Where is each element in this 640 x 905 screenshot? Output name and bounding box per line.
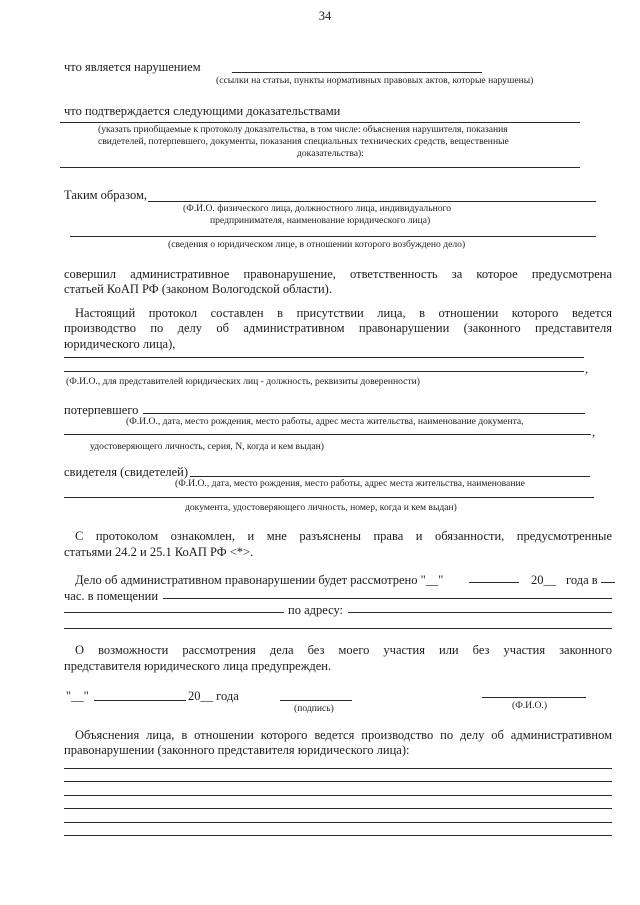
witnesses-hint-2: документа, удостоверяющего личность, номер, когда и кем выдан) [185, 502, 457, 513]
witnesses-line[interactable] [190, 476, 590, 477]
victim-label: потерпевшего [64, 403, 139, 417]
signature-date-line[interactable] [94, 700, 186, 701]
explanation-line-4[interactable] [64, 808, 612, 809]
signature-sign-label: (подпись) [294, 703, 334, 714]
victim-line-2[interactable] [64, 434, 591, 435]
committed-line-1: совершил административное правонарушение, ответственность за которое предусмотрена [64, 267, 612, 281]
violation-line[interactable] [232, 72, 482, 73]
case-year-suffix: года в [566, 573, 598, 587]
page-number: 34 [318, 9, 332, 23]
thus-label: Таким образом, [64, 188, 147, 202]
evidence-line-2[interactable] [60, 167, 580, 168]
thus-hint-1: (Ф.И.О. физического лица, должностного лица, индивидуального [183, 203, 452, 214]
evidence-hint-2: свидетелей, потерпевшего, документы, показания специальных технических средств, вещественные [98, 136, 509, 147]
signature-sign-line[interactable] [280, 700, 352, 701]
evidence-label: что подтверждается следующими доказательствами [64, 104, 341, 118]
violation-hint: (ссылки на статьи, пункты нормативных правовых актов, которые нарушены) [216, 75, 534, 86]
presence-line-1: Настоящий протокол составлен в присутствии лица, в отношении которого ведется [75, 306, 612, 320]
case-address-label: по адресу: [288, 603, 344, 617]
possibility-line-1: О возможности рассмотрения дела без моего участия или без участия законного [75, 643, 612, 657]
presence-line-3: юридического лица), [64, 337, 176, 351]
case-review-text: Дело об административном правонарушении будет рассмотрено "__" [75, 573, 444, 587]
witnesses-label: свидетеля (свидетелей) [64, 465, 189, 479]
presence-line-2: производство по делу об административном правонарушении (законного представителя [64, 321, 612, 335]
signature-year: 20__ года [188, 689, 239, 703]
explanation-line-6[interactable] [64, 835, 612, 836]
case-address-line-2[interactable] [64, 628, 612, 629]
victim-hint-1: (Ф.И.О., дата, место рождения, место работы, адрес места жительства, наименование документа, [126, 416, 524, 427]
thus-hint-2: предпринимателя, наименование юридического лица) [210, 215, 431, 226]
explanation-line-5[interactable] [64, 822, 612, 823]
case-room-label: час. в помещении [64, 589, 159, 603]
victim-hint-2: удостоверяющего личность, серия, N, когда и кем выдан) [90, 441, 325, 452]
possibility-line-2: представителя юридического лица предупрежден. [64, 659, 332, 673]
familiarized-line-2: статьями 24.2 и 25.1 КоАП РФ <*>. [64, 545, 254, 559]
victim-line[interactable] [143, 413, 585, 414]
committed-line-2: статьей КоАП РФ (законом Вологодской области). [64, 282, 332, 296]
victim-comma: , [592, 425, 596, 439]
case-date-month-line[interactable] [469, 582, 519, 583]
witnesses-line-2[interactable] [64, 497, 594, 498]
signature-fio-line[interactable] [482, 697, 586, 698]
witnesses-hint-1: (Ф.И.О., дата, место рождения, место работы, адрес места жительства, наименование [175, 478, 525, 489]
case-year: 20__ [531, 573, 556, 587]
presence-line-b[interactable] [64, 371, 584, 372]
violation-label: что является нарушением [64, 60, 201, 74]
evidence-hint-3: доказательства): [297, 148, 364, 159]
evidence-line-1[interactable] [60, 122, 580, 123]
explanation-line-1[interactable] [64, 768, 612, 769]
thus-line[interactable] [148, 201, 596, 202]
case-room-line-2[interactable] [64, 612, 284, 613]
signature-fio-label: (Ф.И.О.) [512, 700, 548, 711]
familiarized-line-1: С протоколом ознакомлен, и мне разъяснены права и обязанности, предусмотренные [75, 529, 612, 543]
presence-hint: (Ф.И.О., для представителей юридических лиц - должность, реквизиты доверенности) [66, 376, 420, 387]
presence-line-a[interactable] [64, 357, 584, 358]
case-address-line[interactable] [348, 612, 612, 613]
explanations-line-2: правонарушении (законного представителя юридического лица): [64, 743, 410, 757]
legal-entity-hint: (сведения о юридическом лице, в отношении которого возбуждено дело) [168, 239, 466, 250]
evidence-hint-1: (указать приобщаемые к протоколу доказательства, в том числе: объяснения нарушителя, показания [98, 124, 508, 135]
legal-entity-line[interactable] [70, 236, 596, 237]
explanation-line-3[interactable] [64, 795, 612, 796]
signature-date-quote: "__" [66, 689, 89, 703]
explanations-line-1: Объяснения лица, в отношении которого ведется производство по делу об административном [75, 728, 612, 742]
presence-comma: , [585, 362, 589, 376]
case-hour-line[interactable] [601, 582, 615, 583]
case-room-line[interactable] [163, 598, 612, 599]
explanation-line-2[interactable] [64, 781, 612, 782]
